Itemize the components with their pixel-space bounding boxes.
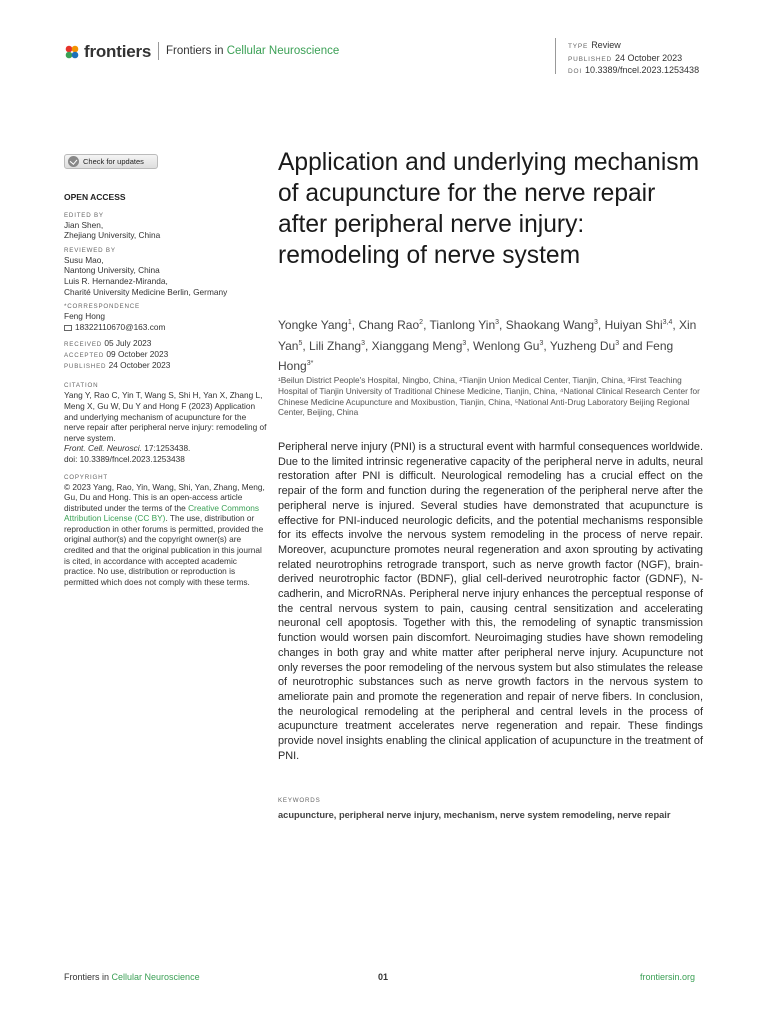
author[interactable] bbox=[605, 318, 673, 332]
author-name: Huiyan Shi bbox=[604, 318, 663, 332]
page-number: 01 bbox=[378, 972, 389, 982]
accepted-date bbox=[64, 349, 269, 360]
article-meta bbox=[568, 40, 699, 78]
journal-prefix: Frontiers in bbox=[166, 45, 224, 57]
correspondence bbox=[64, 303, 269, 332]
citation bbox=[64, 382, 269, 464]
editor-line: Jian Shen, bbox=[64, 219, 104, 230]
author[interactable] bbox=[309, 339, 365, 353]
reviewer-line: Luis R. Hernandez-Miranda, bbox=[64, 275, 168, 286]
author-affiliation-sup: 3 bbox=[594, 319, 598, 326]
meta-type-value: Review bbox=[591, 40, 621, 50]
author-affiliation-sup: 3 bbox=[495, 319, 500, 326]
author-name: Chang Rao bbox=[358, 318, 420, 332]
reviewed-by bbox=[64, 247, 269, 297]
brand-name: frontiers bbox=[84, 42, 152, 61]
author-name: Yuzheng Du bbox=[549, 338, 616, 353]
correspondence-email[interactable]: 18322110670@163.com bbox=[75, 321, 166, 332]
author-name: Yongke Yang bbox=[278, 318, 348, 332]
citation-doi[interactable]: doi: 10.3389/fncel.2023.1253438 bbox=[64, 453, 185, 464]
copyright-text bbox=[64, 482, 269, 588]
published-value: 24 October 2023 bbox=[108, 360, 171, 371]
accepted-label: ACCEPTED bbox=[64, 352, 105, 360]
keywords-label: KEYWORDS bbox=[278, 797, 321, 804]
frontiers-logo-icon bbox=[64, 44, 80, 60]
mail-icon bbox=[64, 325, 72, 331]
meta-published-label: PUBLISHED bbox=[568, 55, 613, 63]
edited-by-label: EDITED BY bbox=[64, 211, 104, 219]
meta-doi-value[interactable]: 10.3389/fncel.2023.1253438 bbox=[584, 65, 700, 75]
footer-journal[interactable] bbox=[64, 972, 200, 982]
article-dates bbox=[64, 338, 269, 371]
reviewer-line: Nantong University, China bbox=[64, 265, 160, 276]
correspondence-email-row[interactable] bbox=[64, 322, 269, 333]
frontiers-logo[interactable] bbox=[64, 42, 151, 62]
check-for-updates-button[interactable] bbox=[64, 154, 158, 169]
author-name: Shaokang Wang bbox=[505, 318, 594, 332]
published-date bbox=[64, 360, 269, 371]
footer-journal-prefix: Frontiers in bbox=[64, 972, 110, 982]
author[interactable] bbox=[550, 339, 619, 353]
citation-source bbox=[64, 443, 269, 454]
journal-title: Cellular Neuroscience bbox=[226, 45, 340, 57]
meta-doi-label: DOI bbox=[568, 68, 582, 75]
check-icon bbox=[68, 156, 79, 167]
meta-doi bbox=[568, 65, 699, 78]
author-affiliation-sup: 3* bbox=[306, 360, 314, 367]
journal-name[interactable] bbox=[166, 45, 339, 57]
meta-type-label: TYPE bbox=[568, 43, 589, 50]
copyright-post: . The use, distribution or reproduction in other forums is permitted, provided the original author(s) and the copyright owner(s) are credited and that the original publication in this journal is cited, in accordance with accepted academic practice. No use, distribution or reproduction is permitted which does not comply with these terms. bbox=[64, 513, 264, 587]
affiliations: ¹Beilun District People's Hospital, Ningbo, China, ²Tianjin Union Medical Center, Tianjin, China, ³First Teaching Hospital of Tianjin University of Traditional Chinese Medicine, Tianjin, China, ⁴National Clinical Research Center for Chinese Medicine Acupuncture and Moxibustion, Tianjin, China, ⁵National Anti-Drug Laboratory Beijing Regional Center, Beijing, China bbox=[278, 375, 700, 418]
copyright-label: COPYRIGHT bbox=[64, 473, 108, 481]
header-divider bbox=[158, 42, 159, 60]
meta-published bbox=[568, 53, 699, 66]
author-affiliation-sup: 3,4 bbox=[662, 319, 673, 326]
author-affiliation-sup: 3 bbox=[361, 339, 365, 347]
keywords: acupuncture, peripheral nerve injury, mechanism, nerve system remodeling, nerve repair bbox=[278, 810, 671, 820]
correspondence-label: *CORRESPONDENCE bbox=[64, 303, 140, 311]
article-sidebar bbox=[64, 192, 269, 593]
abstract: Peripheral nerve injury (PNI) is a structural event with harmful consequences worldwide. Due to the limited intrinsic regenerative capacity of the peripheral nerve in adults, neural restoration after PNI is difficult. Neurological remodeling has a crucial effect on the repair of the form and function during the regeneration of the peripheral nerve after the peripheral nerve is injured. Several studies have demonstrated that acupuncture is effective for PNI-induced neurologic deficits, and the potential mechanisms responsible for its effects involve the nervous system remodeling in the process of nerve repair. Moreover, acupuncture promotes neural regeneration and axon sprouting by activating related neurotrophins retrograde transport, such as nerve growth factor (NGF), brain-derived neurotrophic factor (BDNF), glial cell-derived neurotrophic factor (GDNF), N-cadherin, and MicroRNAs. Peripheral nerve injury enhances the perceptual response of the central nervous system to pain, causing central sensitization and accelerating neuronal cell apoptosis. Together with this, the remodeling of synaptic transmission function would worsen pain discomfort. Neuroimaging studies have shown remodeling changes in both gray and white matter after peripheral nerve injury. Acupuncture not only reverses the poor remodeling of the nervous system but also stimulates the release of neurotrophic substances such as nerve growth factors in the nervous system to ameliorate pain and promote the regeneration and repair of nerve fibers. In conclusion, the neurological remodeling at the peripheral and central levels in the process of acupuncture treatment accelerates nerve regeneration and repair. These findings provide novel insights enabling the clinical application of acupuncture in the treatment of PNI. bbox=[278, 441, 703, 762]
meta-divider bbox=[555, 38, 556, 74]
accepted-value: 09 October 2023 bbox=[106, 349, 169, 360]
open-access-label: OPEN ACCESS bbox=[64, 192, 126, 202]
received-date bbox=[64, 338, 269, 349]
reviewed-by-label: REVIEWED BY bbox=[64, 246, 116, 254]
author[interactable] bbox=[358, 318, 423, 332]
published-label: PUBLISHED bbox=[64, 363, 107, 371]
footer-site-link[interactable]: frontiersin.org bbox=[640, 972, 696, 982]
citation-text: Yang Y, Rao C, Yin T, Wang S, Shi H, Yan X, Zhang L, Meng X, Gu W, Du Y and Hong F (2023) Application and underlying mechanism of acupuncture for the nerve repair after peripheral nerve injury: remodeling of nerve system. bbox=[64, 390, 267, 443]
editor-line: Zhejiang University, China bbox=[64, 230, 161, 241]
footer-journal-name: Cellular Neuroscience bbox=[111, 972, 200, 982]
author-affiliation-sup: 2 bbox=[419, 319, 424, 326]
article-title: Application and underlying mechanism of acupuncture for the nerve repair after peripheral nerve injury: remodeling of nerve system bbox=[278, 149, 700, 269]
received-value: 05 July 2023 bbox=[104, 338, 152, 349]
author-name: Xin Yan bbox=[278, 318, 697, 353]
citation-label: CITATION bbox=[64, 382, 99, 390]
meta-published-value: 24 October 2023 bbox=[615, 52, 683, 63]
reviewer-line: Susu Mao, bbox=[64, 254, 104, 265]
author-name: Xianggang Meng bbox=[371, 338, 463, 353]
author-name: Feng Hong bbox=[278, 338, 674, 373]
author-name: Wenlong Gu bbox=[472, 338, 540, 353]
received-label: RECEIVED bbox=[64, 341, 103, 349]
citation-journal: Front. Cell. Neurosci. bbox=[64, 443, 142, 454]
author-affiliation-sup: 3 bbox=[539, 339, 544, 347]
author-name: Lili Zhang bbox=[309, 338, 362, 353]
author-affiliation-sup: 3 bbox=[462, 339, 467, 347]
author-affiliation-sup: 5 bbox=[298, 339, 303, 347]
reviewer-line: Charité University Medicine Berlin, Germany bbox=[64, 286, 228, 297]
check-for-updates-label: Check for updates bbox=[83, 157, 144, 166]
copyright-pre: © 2023 Yang, Rao, Yin, Wang, Shi, Yan, Zhang, Meng, Gu, Du and Hong. This is an open-access article distributed under the terms of the bbox=[64, 481, 265, 513]
author-list: Yongke Yang$^1$, Chang Rao$^2$, Tianlong Yin$^3$, Shaokang Wang$^3$, Huiyan Shi$^{3,4}$, Xin Yan$^5$, Lili Zhang$^3$, Xianggang Meng$^3$, Wenlong Gu$^3$, Yuzheng Du$^3$ and Feng Hong$^{3*}$ bbox=[278, 318, 697, 373]
author[interactable] bbox=[372, 339, 467, 353]
correspondence-name: Feng Hong bbox=[64, 311, 106, 322]
citation-volume: 17:1253438. bbox=[141, 443, 191, 454]
copyright bbox=[64, 474, 269, 588]
author-name: Tianlong Yin bbox=[429, 318, 496, 332]
author[interactable] bbox=[278, 318, 352, 332]
edited-by bbox=[64, 212, 269, 241]
author[interactable] bbox=[430, 318, 500, 332]
meta-type bbox=[568, 40, 699, 53]
author-affiliation-sup: 1 bbox=[347, 319, 352, 326]
author-affiliation-sup: 3 bbox=[615, 339, 620, 347]
author[interactable] bbox=[473, 339, 543, 353]
license-link[interactable]: Creative Commons Attribution License (CC BY) bbox=[64, 502, 260, 524]
author[interactable] bbox=[506, 318, 598, 332]
